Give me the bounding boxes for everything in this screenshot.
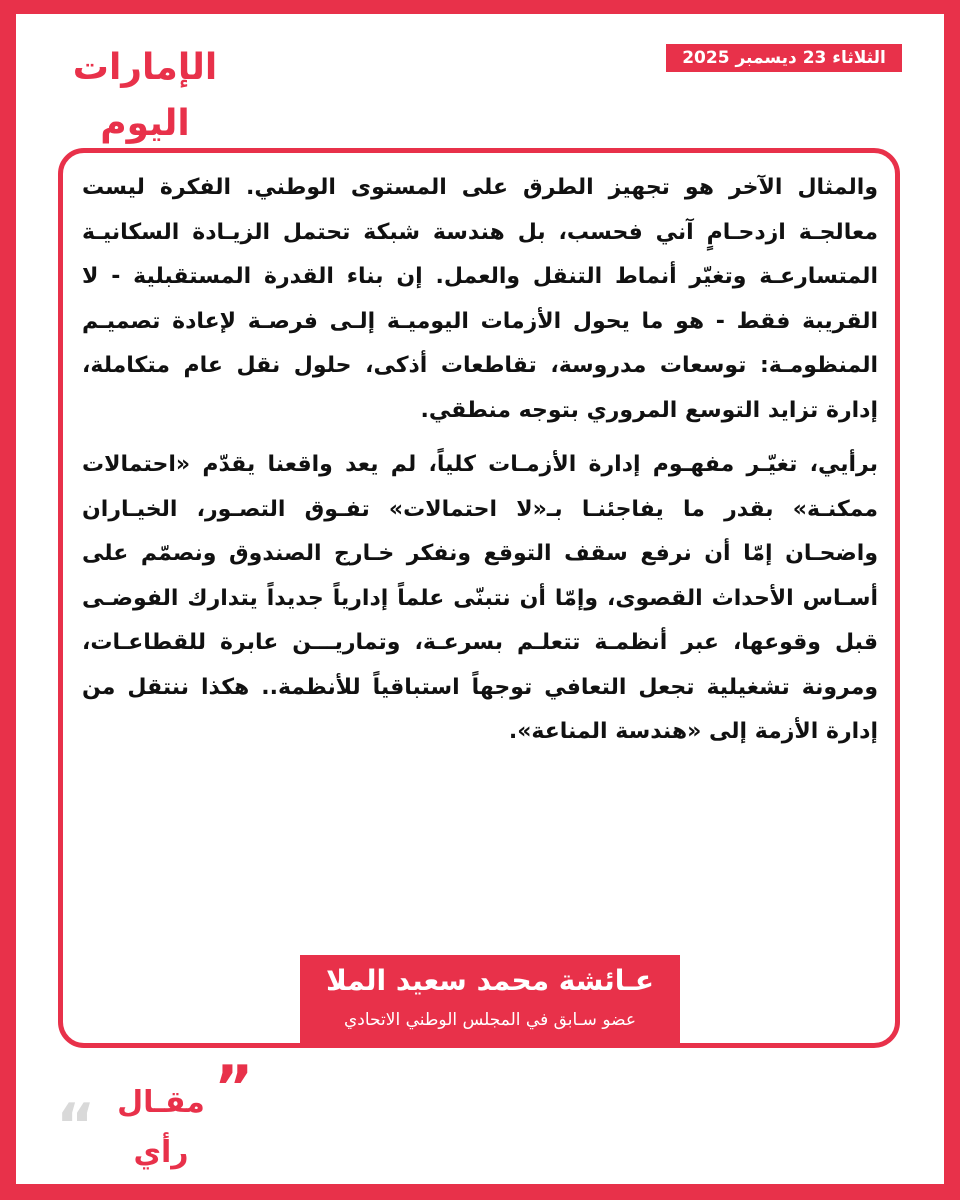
section-label: مقـال رأي — [117, 1085, 205, 1170]
quote-close-icon: ” — [214, 1053, 254, 1123]
author-title: عضو سـابق في المجلس الوطني الاتحادي — [344, 1010, 636, 1030]
article-body — [82, 166, 878, 765]
author-box — [300, 955, 680, 1045]
article-paragraph-2: برأيي، تغيّـر مفهـوم إدارة الأزمـات كلياً، لم يعد واقعنا يقدّم «احتمالات ممكنـة» بقدر ما يفاجئنـا بـ«لا احتمالات» تفـوق التصـور، الخيـاران واضحـان إمّا أن نرفع سقف التوقع ونفكر خـارج الصندوق ونصمّم على أسـاس الأحداث القصوى، وإمّا أن نتبنّى علماً إدارياً جديداً يتدارك الفوضـى قبل وقوعها، عبر أنظمـة تتعلـم بسرعـة، وتماريـــن عابرة للقطاعـات، ومرونة تشغيلية تجعل التعافي توجهاً استباقياً للأنظمة.. هكذا ننتقل من إدارة الأزمة إلى «هندسة المناعة». — [82, 452, 878, 744]
quote-open-icon: “ — [56, 1091, 96, 1161]
article-paragraph-1: والمثال الآخر هو تجهيز الطرق على المستوى الوطني. الفكرة ليست معالجـة ازدحـامٍ آني فحسب، بل هندسة شبكة تحتمل الزيـادة السكانيـة المتسارعـة وتغيّر أنماط التنقل والعمل. إن بناء القدرة المستقبلية - لا القريبة فقط - هو ما يحول الأزمات اليوميـة إلـى فرصـة لإعادة تصميـم المنظومـة: توسعات مدروسة، تقاطعات أذكى، حلول نقل عام متكاملة، إدارة تزايد التوسع المروري بتوجه منطقي. — [82, 175, 878, 423]
emarat-alyoum-logo[interactable]: الإمارات اليوم — [72, 47, 218, 144]
date-badge: الثلاثاء 23 ديسمبر 2025 — [666, 44, 902, 72]
author-name: عـائشة محمد سعيد الملا — [326, 964, 654, 997]
